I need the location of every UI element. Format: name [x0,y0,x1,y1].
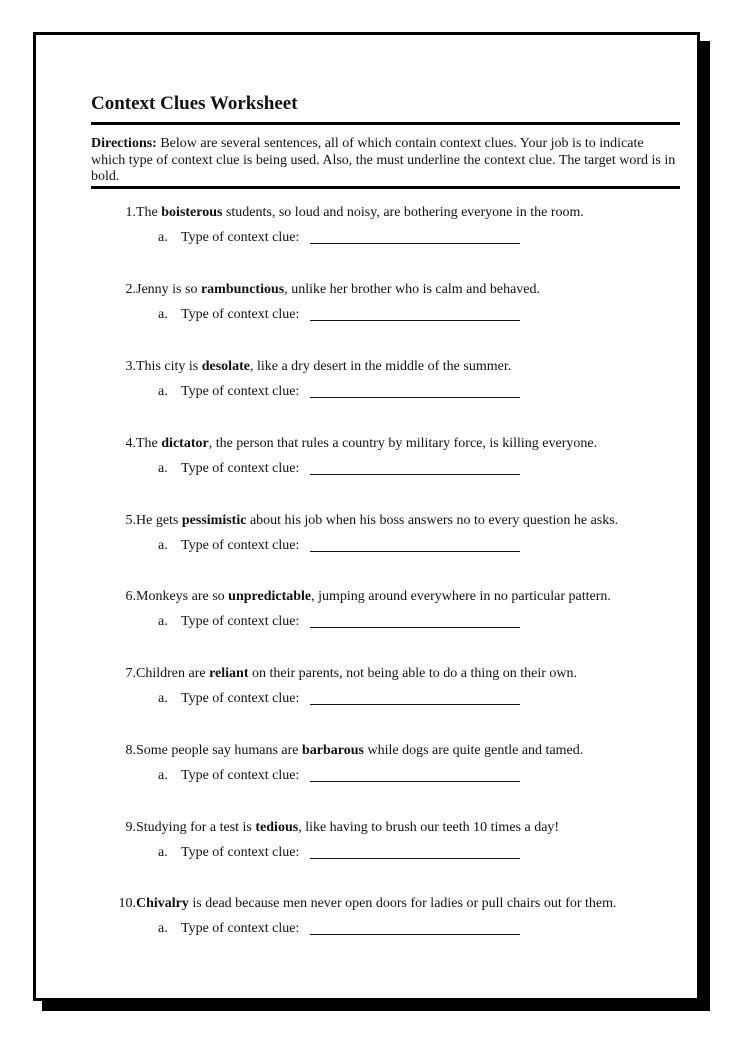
question-sentence [136,435,597,453]
question-1 [36,204,696,264]
sentence-end: , jumping around everywhere in no particular pattern. [311,589,611,604]
question-sentence [136,742,583,760]
answer-label: Type of context clue: [181,538,300,553]
question-number: 10. [118,896,136,911]
question-number: 9. [125,820,136,835]
question-9 [36,819,696,879]
answer-label: Type of context clue: [181,845,300,860]
sentence-start: The [136,205,162,220]
answer-label: Type of context clue: [181,307,300,322]
answer-blank[interactable] [310,320,520,321]
answer-letter: a. [158,768,168,783]
answer-letter: a. [158,691,168,706]
question-6 [36,588,696,648]
answer-letter: a. [158,230,168,245]
sentence-start: The [136,436,162,451]
sentence-start: Jenny is so [136,282,201,297]
question-3 [36,358,696,418]
answer-blank[interactable] [310,704,520,705]
target-word: desolate [201,359,250,374]
answer-letter: a. [158,845,168,860]
answer-label: Type of context clue: [181,384,300,399]
question-number: 8. [125,743,136,758]
question-sentence [136,819,559,837]
directions-label: Directions: [91,136,157,151]
answer-label: Type of context clue: [181,921,300,936]
answer-letter: a. [158,384,168,399]
sentence-start: Monkeys are so [136,589,229,604]
answer-label: Type of context clue: [181,230,300,245]
answer-label: Type of context clue: [181,614,300,629]
sentence-start: This city is [136,359,202,374]
question-sentence [136,665,577,683]
answer-blank[interactable] [310,781,520,782]
question-sentence [136,588,611,606]
answer-label: Type of context clue: [181,461,300,476]
question-sentence [136,281,540,299]
answer-label: Type of context clue: [181,768,300,783]
title-divider [91,122,680,125]
sentence-end: while dogs are quite gentle and tamed. [364,743,584,758]
question-sentence [136,204,584,222]
question-sentence [136,895,617,913]
answer-letter: a. [158,614,168,629]
target-word: rambunctious [200,282,285,297]
worksheet-page [33,32,700,1001]
question-8 [36,742,696,802]
directions-text: Below are several sentences, all of which contain context clues. Your job is to indicate which type of context clue is being used. Also, the must underline the context clue. The target word is in bold. [91,136,676,184]
answer-letter: a. [158,921,168,936]
answer-blank[interactable] [310,551,520,552]
sentence-end: , unlike her brother who is calm and behaved. [284,282,540,297]
sentence-start: Some people say humans are [136,743,303,758]
target-word: reliant [209,666,249,681]
target-word: barbarous [302,743,364,758]
target-word: dictator [161,436,209,451]
sentence-end: on their parents, not being able to do a thing on their own. [248,666,578,681]
sentence-end: students, so loud and noisy, are bothering everyone in the room. [222,205,584,220]
answer-letter: a. [158,538,168,553]
sentence-end: , like a dry desert in the middle of the summer. [249,359,512,374]
answer-blank[interactable] [310,474,520,475]
question-number: 7. [125,666,136,681]
question-5 [36,512,696,572]
target-word: Chivalry [136,896,189,911]
question-7 [36,665,696,725]
answer-letter: a. [158,307,168,322]
target-word: boisterous [161,205,223,220]
question-4 [36,435,696,495]
answer-blank[interactable] [310,627,520,628]
question-number: 2. [125,282,136,297]
question-sentence [136,512,618,530]
sentence-start: Children are [136,666,210,681]
sentence-end: about his job when his boss answers no to every question he asks. [246,513,619,528]
question-number: 1. [125,205,136,220]
question-number: 4. [125,436,136,451]
question-sentence [136,358,511,376]
answer-blank[interactable] [310,858,520,859]
sentence-end: , the person that rules a country by military force, is killing everyone. [208,436,598,451]
answer-blank[interactable] [310,397,520,398]
sentence-start: Studying for a test is [136,820,256,835]
target-word: pessimistic [181,513,247,528]
question-number: 5. [125,513,136,528]
sentence-start: He gets [136,513,182,528]
answer-label: Type of context clue: [181,691,300,706]
answer-letter: a. [158,461,168,476]
answer-blank[interactable] [310,934,520,935]
directions-divider [91,186,680,189]
worksheet-title: Context Clues Worksheet [91,93,298,114]
question-number: 6. [125,589,136,604]
target-word: unpredictable [228,589,312,604]
question-2 [36,281,696,341]
answer-blank[interactable] [310,243,520,244]
directions [91,136,680,186]
target-word: tedious [255,820,299,835]
sentence-end: , like having to brush our teeth 10 times a day! [298,820,560,835]
question-number: 3. [125,359,136,374]
sentence-end: is dead because men never open doors for ladies or pull chairs out for them. [188,896,617,911]
question-10 [36,895,696,955]
